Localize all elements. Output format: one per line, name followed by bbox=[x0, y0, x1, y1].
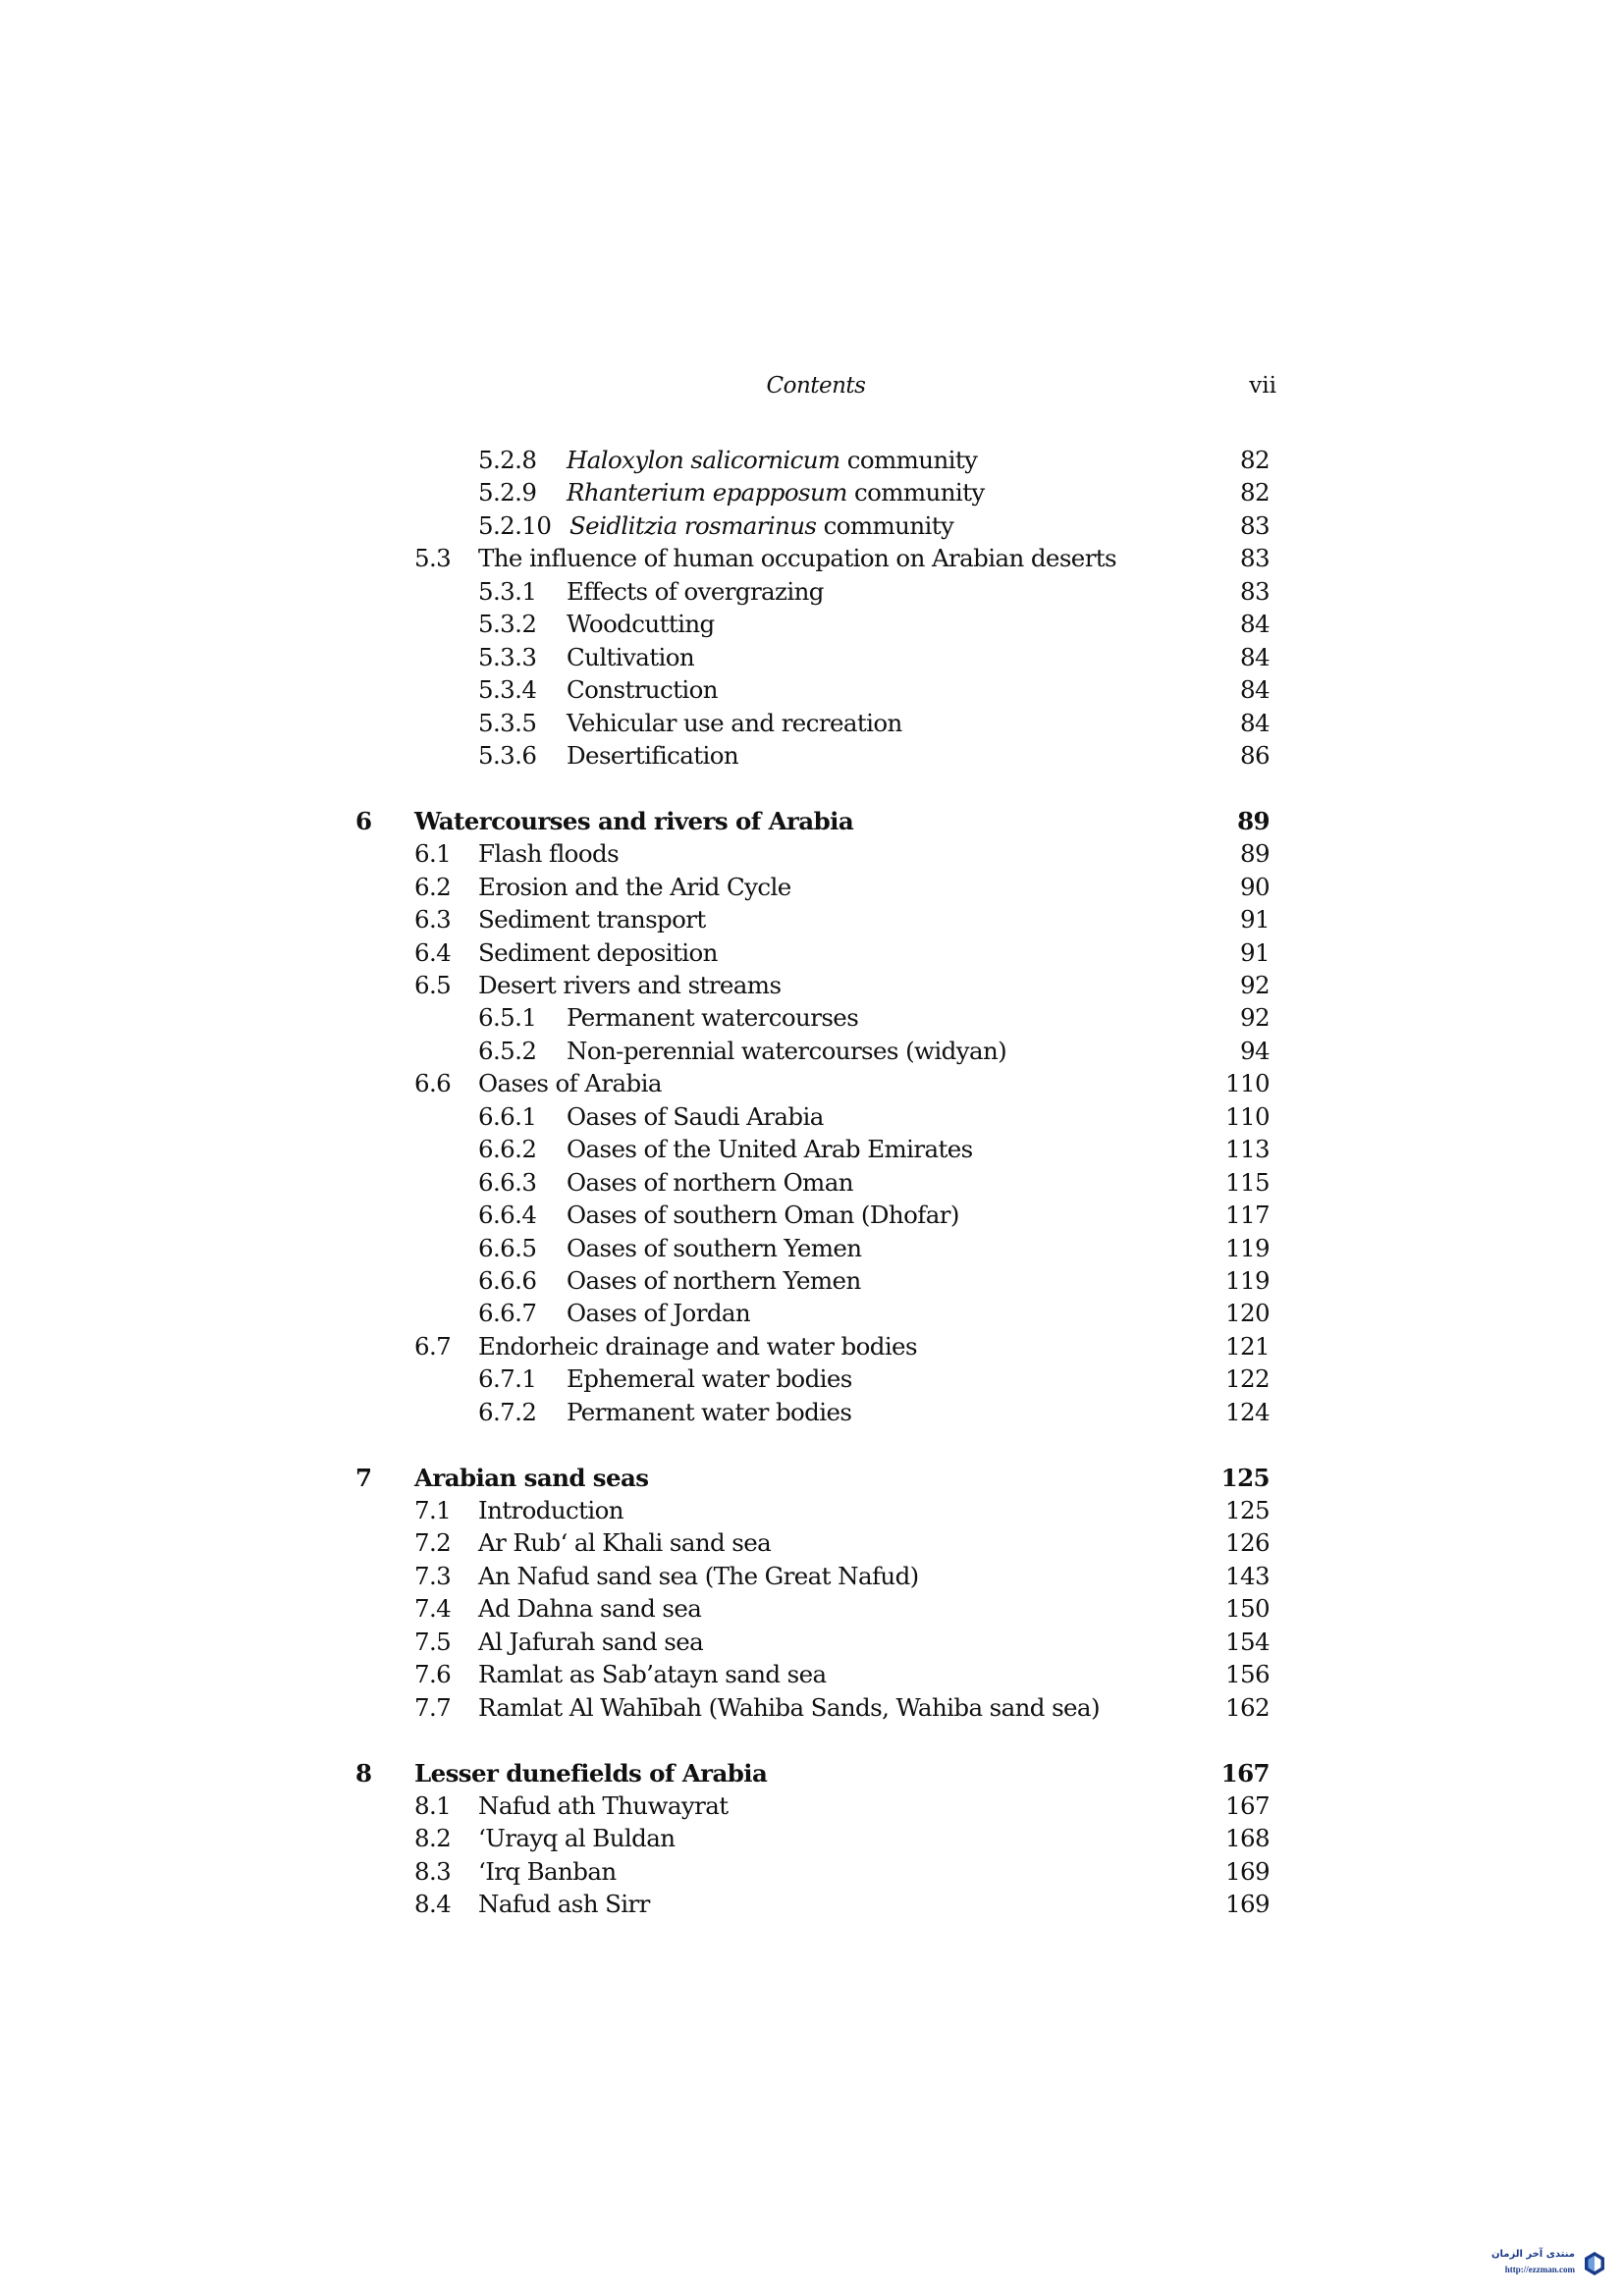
toc-entry-number: 7.1 bbox=[414, 1496, 452, 1524]
toc-entry-number: 6.6.1 bbox=[478, 1101, 537, 1131]
toc-entry-page-number: 168 bbox=[1225, 1824, 1270, 1853]
toc-entry-page-number: 150 bbox=[1225, 1594, 1270, 1624]
toc-entry-page-number: 169 bbox=[1225, 1890, 1270, 1919]
toc-entry-number: 8.2 bbox=[414, 1824, 452, 1853]
toc-entry-title: Oases of southern Yemen bbox=[567, 1233, 862, 1262]
toc-entry-title: Woodcutting bbox=[567, 610, 715, 639]
toc-entry-number: 6.7 bbox=[414, 1331, 452, 1361]
toc-entry-number: 8.3 bbox=[414, 1856, 452, 1886]
toc-entry-page-number: 84 bbox=[1240, 708, 1270, 737]
toc-entry-number: 6.6.6 bbox=[478, 1265, 537, 1295]
toc-entry-page-number: 90 bbox=[1240, 872, 1270, 901]
toc-entry-page-number: 120 bbox=[1225, 1299, 1270, 1328]
toc-subsection-entry[interactable] bbox=[355, 641, 1276, 673]
toc-entry-number: 6.1 bbox=[414, 839, 452, 869]
toc-entry-number: 8 bbox=[355, 1758, 372, 1788]
toc-entry-number: 7.5 bbox=[414, 1627, 452, 1656]
toc-entry-title: Ar Rub‘ al Khali sand sea bbox=[478, 1528, 772, 1558]
toc-entry-page-number: 89 bbox=[1240, 839, 1270, 869]
toc-entry-page-number: 154 bbox=[1225, 1627, 1270, 1656]
toc-section-entry[interactable] bbox=[355, 1855, 1276, 1888]
toc-entry-page-number: 82 bbox=[1240, 446, 1270, 474]
toc-entry-title-species: Rhanterium epapposum bbox=[567, 478, 847, 507]
toc-entry-number: 7.7 bbox=[414, 1692, 452, 1722]
hexagon-logo-icon bbox=[1583, 2251, 1606, 2276]
watermark-url: http://ezzman.com bbox=[1504, 2265, 1575, 2274]
watermark bbox=[1439, 2247, 1606, 2282]
toc-section-entry[interactable] bbox=[355, 936, 1276, 969]
toc-subsection-entry[interactable] bbox=[355, 739, 1276, 772]
toc-spacer bbox=[355, 772, 1276, 804]
toc-entry-number: 7.2 bbox=[414, 1528, 452, 1558]
toc-entry-page-number: 115 bbox=[1225, 1167, 1270, 1197]
toc-entry-title: Ephemeral water bodies bbox=[567, 1364, 852, 1394]
toc-entry-title: Endorheic drainage and water bodies bbox=[478, 1331, 917, 1361]
toc-section-entry[interactable] bbox=[355, 1560, 1276, 1592]
toc-entry-title: Oases of northern Yemen bbox=[567, 1265, 861, 1295]
toc-entry-page-number: 167 bbox=[1220, 1758, 1270, 1788]
toc-section-entry[interactable] bbox=[355, 1789, 1276, 1822]
toc-entry-title: Oases of northern Oman bbox=[567, 1167, 853, 1197]
toc-entry-title: Ramlat as Sab’atayn sand sea bbox=[478, 1660, 827, 1689]
toc-subsection-entry[interactable] bbox=[355, 1166, 1276, 1199]
toc-spacer bbox=[355, 1724, 1276, 1756]
toc-entry-page-number: 91 bbox=[1240, 905, 1270, 934]
toc-subsection-entry[interactable] bbox=[355, 707, 1276, 739]
toc-entry-number: 6.5.1 bbox=[478, 1003, 537, 1033]
toc-entry-number: 6.6.3 bbox=[478, 1167, 537, 1197]
toc-entry-number: 6 bbox=[355, 806, 372, 835]
toc-entry-page-number: 162 bbox=[1225, 1692, 1270, 1722]
toc-subsection-entry[interactable] bbox=[355, 1133, 1276, 1165]
toc-entry-number: 7.3 bbox=[414, 1561, 452, 1590]
toc-entry-title: Nafud ash Sirr bbox=[478, 1890, 650, 1919]
toc-entry-title: Ad Dahna sand sea bbox=[478, 1594, 702, 1624]
toc-entry-title-species: Seidlitzia rosmarinus bbox=[569, 510, 817, 540]
toc-subsection-entry[interactable] bbox=[355, 1199, 1276, 1231]
toc-entry-number: 6.5.2 bbox=[478, 1036, 537, 1065]
toc-entry-number: 5.3.2 bbox=[478, 610, 537, 639]
toc-entry-title: Oases of Saudi Arabia bbox=[567, 1101, 824, 1131]
toc-entry-number: 6.7.1 bbox=[478, 1364, 537, 1394]
toc-entry-number: 8.4 bbox=[414, 1890, 452, 1919]
toc-entry-number: 5.3 bbox=[414, 544, 452, 573]
toc-section-entry[interactable] bbox=[355, 1330, 1276, 1362]
toc-entry-title: Watercourses and rivers of Arabia bbox=[414, 806, 854, 835]
toc-subsection-entry[interactable] bbox=[355, 1396, 1276, 1428]
toc-entry-number: 6.2 bbox=[414, 872, 452, 901]
toc-entry-page-number: 117 bbox=[1225, 1201, 1270, 1230]
toc-section-entry[interactable] bbox=[355, 871, 1276, 903]
toc-entry-title: Al Jafurah sand sea bbox=[478, 1627, 704, 1656]
table-of-contents bbox=[355, 444, 1276, 1921]
toc-entry-title: Effects of overgrazing bbox=[567, 576, 824, 606]
toc-entry-title-rest: community bbox=[816, 510, 954, 540]
toc-section-entry[interactable] bbox=[355, 1626, 1276, 1658]
toc-entry-title bbox=[567, 476, 985, 508]
running-title: Contents bbox=[766, 373, 866, 399]
toc-subsection-entry[interactable] bbox=[355, 1232, 1276, 1264]
toc-entry-title: Non-perennial watercourses (widyan) bbox=[567, 1036, 1007, 1065]
toc-entry-title: Permanent watercourses bbox=[567, 1003, 859, 1033]
toc-entry-number: 6.7.2 bbox=[478, 1397, 537, 1426]
toc-entry-title bbox=[569, 509, 953, 542]
toc-entry-title: Ramlat Al Wahībah (Wahiba Sands, Wahiba sand sea) bbox=[478, 1692, 1100, 1722]
toc-section-entry[interactable] bbox=[355, 837, 1276, 870]
toc-subsection-entry[interactable] bbox=[355, 444, 1276, 476]
toc-subsection-entry[interactable] bbox=[355, 1362, 1276, 1395]
toc-section-entry[interactable] bbox=[355, 1494, 1276, 1526]
page-folio: vii bbox=[1249, 373, 1276, 399]
toc-entry-title: Oases of Jordan bbox=[567, 1299, 751, 1328]
toc-entry-title: The influence of human occupation on Arabian deserts bbox=[478, 544, 1117, 573]
toc-entry-title: Sediment deposition bbox=[478, 937, 718, 967]
toc-entry-number: 6.6.2 bbox=[478, 1135, 537, 1164]
toc-section-entry[interactable] bbox=[355, 1592, 1276, 1625]
toc-entry-page-number: 92 bbox=[1240, 971, 1270, 999]
toc-entry-page-number: 84 bbox=[1240, 642, 1270, 671]
toc-entry-number: 6.6.5 bbox=[478, 1233, 537, 1262]
toc-entry-page-number: 83 bbox=[1240, 510, 1270, 540]
toc-chapter-entry[interactable] bbox=[355, 1757, 1276, 1789]
toc-entry-page-number: 86 bbox=[1240, 740, 1270, 770]
toc-entry-title: ‘Irq Banban bbox=[478, 1856, 617, 1886]
toc-entry-page-number: 124 bbox=[1225, 1397, 1270, 1426]
toc-subsection-entry[interactable] bbox=[355, 476, 1276, 508]
toc-entry-title: Sediment transport bbox=[478, 905, 706, 934]
toc-entry-title: Construction bbox=[567, 675, 718, 705]
toc-entry-title-rest: community bbox=[846, 478, 985, 507]
toc-entry-page-number: 143 bbox=[1225, 1561, 1270, 1590]
toc-entry-page-number: 84 bbox=[1240, 610, 1270, 639]
toc-entry-number: 5.2.10 bbox=[478, 510, 552, 540]
toc-entry-title: An Nafud sand sea (The Great Nafud) bbox=[478, 1561, 919, 1590]
toc-entry-title: Nafud ath Thuwayrat bbox=[478, 1790, 729, 1820]
toc-entry-number: 7.6 bbox=[414, 1660, 452, 1689]
toc-entry-number: 5.3.6 bbox=[478, 740, 537, 770]
toc-entry-title: Vehicular use and recreation bbox=[567, 708, 902, 737]
toc-subsection-entry[interactable] bbox=[355, 1001, 1276, 1034]
toc-entry-page-number: 167 bbox=[1225, 1790, 1270, 1820]
toc-entry-page-number: 84 bbox=[1240, 675, 1270, 705]
toc-entry-number: 5.3.5 bbox=[478, 708, 537, 737]
toc-entry-title: Oases of Arabia bbox=[478, 1069, 662, 1098]
toc-entry-page-number: 110 bbox=[1225, 1069, 1270, 1098]
toc-entry-page-number: 89 bbox=[1237, 806, 1270, 835]
toc-entry-page-number: 125 bbox=[1220, 1463, 1270, 1492]
toc-entry-page-number: 83 bbox=[1240, 544, 1270, 573]
toc-entry-page-number: 119 bbox=[1225, 1233, 1270, 1262]
toc-entry-page-number: 169 bbox=[1225, 1856, 1270, 1886]
toc-chapter-entry[interactable] bbox=[355, 1462, 1276, 1494]
toc-entry-title: Arabian sand seas bbox=[414, 1463, 649, 1492]
toc-section-entry[interactable] bbox=[355, 1691, 1276, 1724]
toc-entry-page-number: 122 bbox=[1225, 1364, 1270, 1394]
toc-entry-number: 5.2.9 bbox=[478, 478, 537, 507]
toc-entry-page-number: 92 bbox=[1240, 1003, 1270, 1033]
toc-chapter-entry[interactable] bbox=[355, 805, 1276, 837]
toc-entry-title: Introduction bbox=[478, 1496, 623, 1524]
toc-entry-title-rest: community bbox=[839, 446, 978, 474]
toc-spacer bbox=[355, 1428, 1276, 1461]
toc-entry-page-number: 82 bbox=[1240, 478, 1270, 507]
toc-entry-number: 6.3 bbox=[414, 905, 452, 934]
toc-section-entry[interactable] bbox=[355, 542, 1276, 574]
toc-entry-number: 6.6.7 bbox=[478, 1299, 537, 1328]
toc-section-entry[interactable] bbox=[355, 1526, 1276, 1559]
toc-entry-number: 5.3.4 bbox=[478, 675, 537, 705]
toc-entry-number: 6.6 bbox=[414, 1069, 452, 1098]
toc-entry-number: 7.4 bbox=[414, 1594, 452, 1624]
toc-entry-title: Oases of the United Arab Emirates bbox=[567, 1135, 973, 1164]
toc-entry-title: Lesser dunefields of Arabia bbox=[414, 1758, 768, 1788]
toc-entry-title-species: Haloxylon salicornicum bbox=[567, 446, 840, 474]
toc-entry-page-number: 156 bbox=[1225, 1660, 1270, 1689]
toc-entry-title: ‘Urayq al Buldan bbox=[478, 1824, 676, 1853]
toc-entry-title: Flash floods bbox=[478, 839, 620, 869]
toc-entry-page-number: 113 bbox=[1225, 1135, 1270, 1164]
toc-entry-number: 5.2.8 bbox=[478, 446, 537, 474]
toc-entry-page-number: 119 bbox=[1225, 1265, 1270, 1295]
toc-entry-page-number: 125 bbox=[1225, 1496, 1270, 1524]
toc-entry-page-number: 121 bbox=[1225, 1331, 1270, 1361]
toc-subsection-entry[interactable] bbox=[355, 575, 1276, 608]
toc-section-entry[interactable] bbox=[355, 969, 1276, 1001]
toc-entry-page-number: 91 bbox=[1240, 937, 1270, 967]
toc-subsection-entry[interactable] bbox=[355, 1100, 1276, 1133]
toc-section-entry[interactable] bbox=[355, 1888, 1276, 1920]
toc-entry-title: Oases of southern Oman (Dhofar) bbox=[567, 1201, 959, 1230]
toc-subsection-entry[interactable] bbox=[355, 673, 1276, 706]
toc-entry-title: Desertification bbox=[567, 740, 739, 770]
toc-entry-title: Permanent water bodies bbox=[567, 1397, 852, 1426]
toc-subsection-entry[interactable] bbox=[355, 608, 1276, 640]
toc-section-entry[interactable] bbox=[355, 903, 1276, 935]
toc-entry-number: 6.6.4 bbox=[478, 1201, 537, 1230]
toc-entry-number: 5.3.1 bbox=[478, 576, 537, 606]
toc-entry-page-number: 83 bbox=[1240, 576, 1270, 606]
toc-entry-page-number: 126 bbox=[1225, 1528, 1270, 1558]
running-head bbox=[355, 373, 1276, 406]
toc-entry-number: 8.1 bbox=[414, 1790, 452, 1820]
toc-subsection-entry[interactable] bbox=[355, 1264, 1276, 1297]
toc-subsection-entry[interactable] bbox=[355, 1297, 1276, 1329]
toc-entry-number: 7 bbox=[355, 1463, 372, 1492]
toc-entry-title: Erosion and the Arid Cycle bbox=[478, 872, 791, 901]
toc-entry-title: Cultivation bbox=[567, 642, 695, 671]
toc-entry-page-number: 110 bbox=[1225, 1101, 1270, 1131]
toc-section-entry[interactable] bbox=[355, 1658, 1276, 1690]
toc-entry-title: Desert rivers and streams bbox=[478, 971, 782, 999]
toc-entry-number: 6.4 bbox=[414, 937, 452, 967]
toc-entry-number: 5.3.3 bbox=[478, 642, 537, 671]
toc-entry-page-number: 94 bbox=[1240, 1036, 1270, 1065]
toc-entry-title bbox=[567, 444, 977, 476]
watermark-forum-name: منتدى آخر الزمان bbox=[1491, 2249, 1575, 2260]
toc-section-entry[interactable] bbox=[355, 1822, 1276, 1854]
toc-entry-number: 6.5 bbox=[414, 971, 452, 999]
toc-subsection-entry[interactable] bbox=[355, 1035, 1276, 1067]
toc-subsection-entry[interactable] bbox=[355, 509, 1276, 542]
toc-section-entry[interactable] bbox=[355, 1067, 1276, 1099]
